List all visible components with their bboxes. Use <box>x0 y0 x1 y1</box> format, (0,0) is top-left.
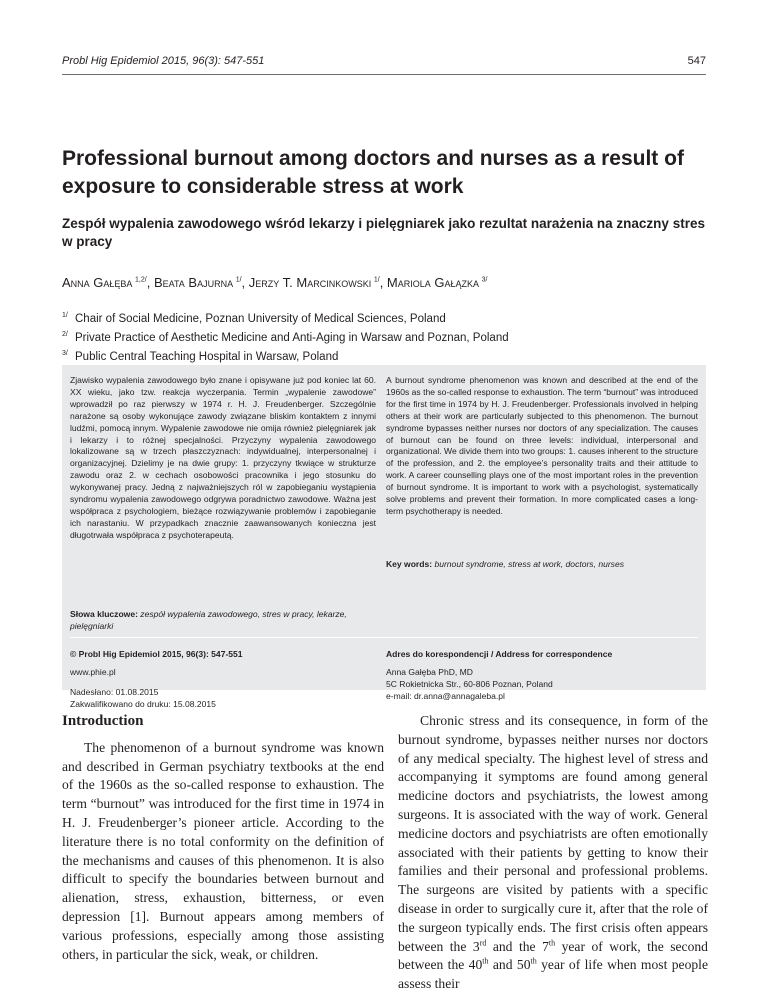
received-date: Nadesłano: 01.08.2015 <box>70 686 159 697</box>
body-paragraph: The phenomenon of a burnout syndrome was known and described in German psychiatry textbooks at the end of the 1960s as the so-called response to exhaustion. The term “burnout” was introduced for the first time in 1974 in H. J. Freudenberger’s pioneer article. According to the literature there is no total conformity on the definition of the mechanisms and causes of this phenomenon. It is also difficult to specify the boundaries between burnout and alienation, stress, exhaustion, bitterness, or even depression [1]. Burnout appears among members of various professions, especially among those assisting others, in particular the sick, weak, or children. <box>62 739 384 962</box>
body-text: and 50 <box>488 957 531 973</box>
keywords-terms: burnout syndrome, stress at work, doctors, nurses <box>434 559 624 569</box>
affiliation-text: Public Central Teaching Hospital in Warsaw, Poland <box>75 350 339 363</box>
affiliation-text: Chair of Social Medicine, Poznan University of Medical Sciences, Poland <box>75 312 446 325</box>
ordinal-suffix: rd <box>479 938 487 948</box>
keywords-label: Słowa kluczowe: <box>70 609 138 619</box>
author-affiliation-mark: 1/ <box>235 276 242 284</box>
correspondence-name: Anna Gałęba PhD, MD <box>386 666 473 677</box>
header-rule <box>62 74 706 75</box>
body-column-left <box>62 712 384 964</box>
body-text: Chronic stress and its consequence, in form of the burnout syndrome, bypasses neither nurses nor doctors of any medical specialty. The highest level of stress and accompanying it symptoms are found among general medicine doctors and psychiatrists, the lowest among surgeons. It is associated with the way of work. General medicine doctors and psychiatrists are often emotionally associated with their patients by getting to know their families and their personal and professional problems. The surgeons are visited by patients with a specific disease in order to surgically cure it, after that the role of the surgeon typically ends. The first crisis often appears between the 3 <box>398 713 708 954</box>
affiliation-list <box>62 308 712 364</box>
abstract-polish: Zjawisko wypalenia zawodowego było znane i opisywane już pod koniec lat 60. XX wieku, jako tzw. reakcja wyczerpania. Termin „wypalenie zawodowe” wprowadził po raz pierwszy w 1974 r. H. J. Freudenberger. Szczególnie narażone są osoby wykonujące zawody związane bliskim kontaktem z innymi ludźmi, pomocą innym. Wypalenie zawodowe nie omija również pielęgniarek jak i lekarzy i to różnej specjalności. Przyczyny wypalenia zawodowego lokalizowane są w trzech płaszczyznach: indywidualnej, interpersonalnej i organizacyjnej. Dzielimy je na dwie grupy: 1. przyczyny tkwiące w strukturze zawodu oraz 2. w cechach osobowości pracownika i jego stosunku do wykonywanej pracy. Jedną z najważniejszych ról w zapobieganiu wystąpienia syndromu wypalenia zawodowego odgrywa poradnictwo zawodowe. Ważna jest współpraca z psychologiem, bieżące rozwiązywanie problemów i zapobieganie ich narastaniu. W przypadkach znacznie zaawansowanych konieczna jest długotrwała współpraca z psychoterapeutą. <box>70 375 376 540</box>
running-head: Probl Hig Epidemiol 2015, 96(3): 547-551 <box>62 55 265 67</box>
keywords-terms: zespół wypalenia zawodowego, stres w pracy, lekarze, pielęgniarki <box>70 609 347 631</box>
affiliation-item <box>62 346 712 365</box>
affiliation-mark: 3/ <box>62 349 68 357</box>
keywords-polish <box>70 609 376 633</box>
body-text: year of life when most people assess their <box>398 957 708 992</box>
affiliation-item <box>62 308 712 327</box>
page-number: 547 <box>687 55 706 67</box>
keywords-english <box>386 559 698 569</box>
correspondence-address: 5C Rokietnicka Str., 60-806 Poznan, Poland <box>386 678 553 689</box>
affiliation-item <box>62 327 712 346</box>
author-affiliation-mark: 1/ <box>373 276 380 284</box>
journal-url[interactable]: www.phie.pl <box>70 666 116 677</box>
article-title: Professional burnout among doctors and nurses as a result of exposure to considerable stress at work <box>62 147 684 198</box>
info-divider <box>70 637 698 638</box>
ordinal-suffix: th <box>548 938 556 948</box>
abstract-english: A burnout syndrome phenomenon was known and described at the end of the 1960s as the so-called response to exhaustion. The term “burnout” was introduced for the first time in 1974 by H. J. Freudenberger. Professionals involved in helping others at their work are particularly subjected to this phenomenon. The burnout syndrome bypasses neither nurses nor doctors of any specialization. The causes of burnout can be found on three levels: individual, interpersonal and organizational. We divide them into two groups: 1. causes inherent to the structure of the profession, and 2. the employee’s personality traits and their attitude to work. A career counselling plays one of the most important roles in the prevention of burnout syndrome. It is important to work with a psychologist, systematically solve problems and prevent their formation. In more complicated cases a long-term psychotherapy is needed. <box>386 375 698 516</box>
author-name: Beata Bajurna <box>153 275 234 290</box>
citation: © Probl Hig Epidemiol 2015, 96(3): 547-551 <box>70 649 243 659</box>
body-text: and the 7 <box>486 938 549 954</box>
correspondence-email[interactable]: e-mail: dr.anna@annagaleba.pl <box>386 690 505 701</box>
author-affiliation-mark: 1,2/ <box>135 276 147 284</box>
affiliation-text: Private Practice of Aesthetic Medicine and Anti-Aging in Warsaw and Poznan, Poland <box>75 331 509 344</box>
abstract-box <box>62 365 706 709</box>
correspondence-info <box>386 649 612 703</box>
ordinal-suffix: th <box>482 956 489 966</box>
article-subtitle-polish: Zespół wypalenia zawodowego wśród lekarzy i pielęgniarek jako rezultat narażenia na znaczny stres w pracy <box>62 216 705 249</box>
affiliation-mark: 1/ <box>62 312 68 319</box>
author-name: Mariola Gałązka <box>386 275 480 290</box>
author-affiliation-mark: 3/ <box>481 276 488 284</box>
publication-info <box>70 649 243 711</box>
author-name: Jerzy T. Marcinkowski <box>248 275 372 290</box>
body-text: year of work, the second between the 40 <box>398 938 708 973</box>
ordinal-suffix: th <box>530 956 537 966</box>
affiliation-mark: 2/ <box>62 330 68 338</box>
body-paragraph <box>398 712 708 994</box>
body-column-right <box>398 712 708 994</box>
author-list: Anna Gałęba $^{1,2/}$, Beata Bajurna $^{1/}$, Jerzy T. Marcinkowski $^{1/}$, Mariola Gałązka $^{3/}$ <box>62 275 488 290</box>
keywords-label: Key words: <box>386 559 433 569</box>
author-name: Anna Gałęba <box>62 275 133 290</box>
section-heading: Introduction <box>62 713 144 729</box>
accepted-date: Zakwalifikowano do druku: 15.08.2015 <box>70 698 216 709</box>
correspondence-heading: Adres do korespondencji / Address for correspondence <box>386 649 613 659</box>
